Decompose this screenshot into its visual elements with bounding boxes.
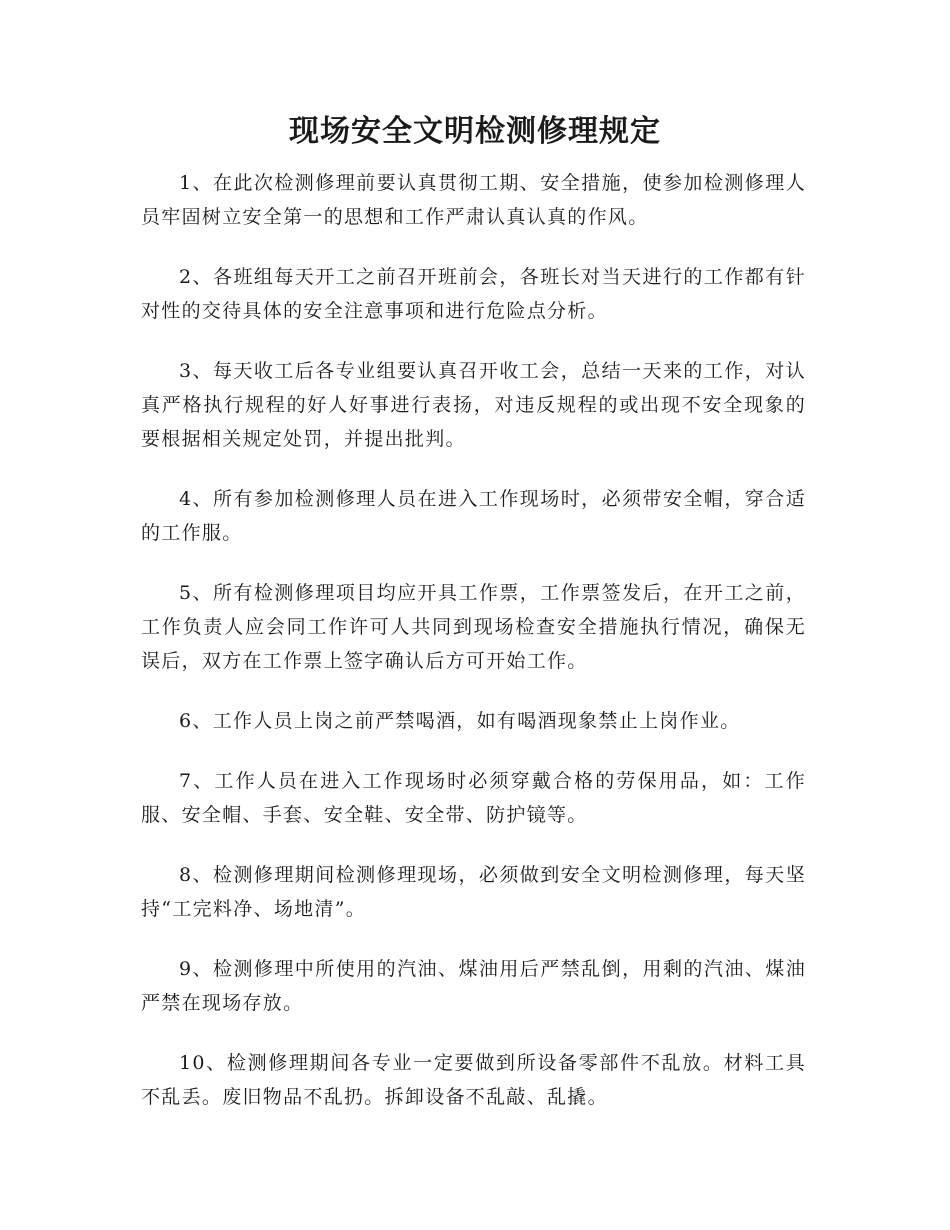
paragraph-4: 4、所有参加检测修理人员在进入工作现场时，必须带安全帽，穿合适的工作服。 bbox=[141, 488, 806, 544]
document-title: 现场安全文明检测修理规定 bbox=[289, 114, 661, 149]
paragraph-10: 10、检测修理期间各专业一定要做到所设备零部件不乱放。材料工具不乱丢。废旧物品不乱扔。拆卸设备不乱敲、乱撬。 bbox=[141, 1052, 806, 1108]
paragraph-2: 2、各班组每天开工之前召开班前会，各班长对当天进行的工作都有针对性的交待具体的安全注意事项和进行危险点分析。 bbox=[141, 266, 806, 322]
paragraph-8: 8、检测修理期间检测修理现场，必须做到安全文明检测修理，每天坚持“工完料净、场地清”。 bbox=[141, 864, 806, 920]
paragraph-3: 3、每天收工后各专业组要认真召开收工会，总结一天来的工作，对认真严格执行规程的好人好事进行表扬，对违反规程的或出现不安全现象的要根据相关规定处罚，并提出批判。 bbox=[141, 360, 806, 450]
paragraph-9: 9、检测修理中所使用的汽油、煤油用后严禁乱倒，用剩的汽油、煤油严禁在现场存放。 bbox=[141, 958, 806, 1014]
paragraph-7: 7、工作人员在进入工作现场时必须穿戴合格的劳保用品，如：工作服、安全帽、手套、安全鞋、安全带、防护镜等。 bbox=[141, 770, 806, 826]
paragraph-5: 5、所有检测修理项目均应开具工作票，工作票签发后，在开工之前，工作负责人应会同工作许可人共同到现场检查安全措施执行情况，确保无误后，双方在工作票上签字确认后方可开始工作。 bbox=[141, 582, 806, 672]
paragraph-1: 1、在此次检测修理前要认真贯彻工期、安全措施，使参加检测修理人员牢固树立安全第一的思想和工作严肃认真认真的作风。 bbox=[141, 172, 806, 228]
document-body bbox=[141, 166, 806, 1140]
paragraph-6: 6、工作人员上岗之前严禁喝酒，如有喝酒现象禁止上岗作业。 bbox=[179, 710, 741, 732]
